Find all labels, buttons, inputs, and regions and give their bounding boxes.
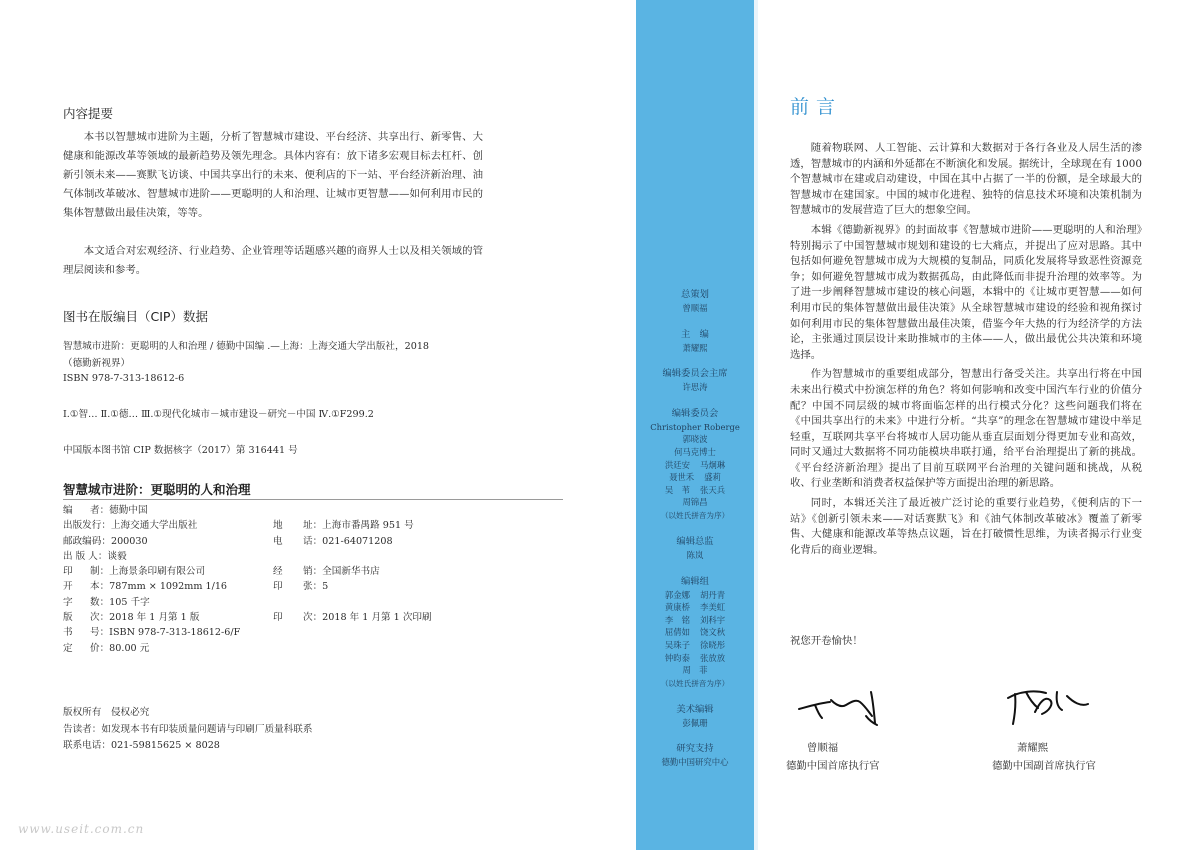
- publication-detail-row: [63, 610, 583, 625]
- cip-line: 智慧城市进阶：更聪明的人和治理 / 德勤中国编 .—上海：上海交通大学出版社，2018: [63, 341, 430, 352]
- publication-detail-text: 制：上海景条印刷有限公司: [90, 566, 206, 578]
- rights-notice: 版权所有 侵权必究: [63, 707, 150, 718]
- credit-pair: [636, 601, 754, 614]
- publication-details: [63, 503, 583, 656]
- book-title: 智慧城市进阶：更聪明的人和治理: [63, 482, 251, 497]
- publication-detail-text: 次：2018 年 1 月第 1 次印刷: [303, 612, 432, 624]
- credit-name: 盛莉: [704, 472, 721, 483]
- credit-name: 陈岚: [686, 549, 704, 560]
- signature-stroke: [799, 692, 877, 725]
- publication-detail-text: 编: [63, 505, 73, 516]
- credits-strip: [636, 0, 754, 850]
- credit-name: 胡丹青: [700, 589, 726, 600]
- order-note: （以姓氏拼音为序）: [660, 510, 730, 520]
- credit-name: 彭佩珊: [682, 717, 708, 728]
- signature-image: [796, 684, 886, 728]
- credit-name: Christopher Roberge: [650, 421, 740, 432]
- publication-detail-text: 张：5: [303, 581, 329, 593]
- summary-heading: 内容提要: [63, 106, 114, 121]
- contact-phone: 联系电话：021-59815625 × 8028: [63, 740, 220, 751]
- credit-name: 周 菲: [682, 665, 708, 676]
- publication-detail-text: 书: [63, 627, 73, 639]
- publication-detail-text: 者：德勤中国: [90, 505, 148, 516]
- credit-name: 钟昀泰: [664, 652, 690, 663]
- signatory-title: 德勤中国首席执行官: [786, 760, 880, 772]
- watermark: www.useit.com.cn: [18, 822, 145, 836]
- publication-detail-text: 出版发行：上海交通大学出版社: [63, 520, 198, 532]
- cip-classification: Ⅰ.①智… Ⅱ.①德… Ⅲ.①现代化城市－城市建设－研究－中国 Ⅳ.①F299.2: [63, 409, 374, 420]
- publication-detail-row: [63, 518, 583, 533]
- preface-body: [790, 141, 1142, 558]
- role-label: 美术编辑: [676, 703, 714, 715]
- credit-name: 屈倩如: [664, 627, 690, 638]
- publication-detail-text: 开: [63, 581, 73, 593]
- credit-name: 张放放: [700, 652, 726, 663]
- credit-name: 李美虹: [700, 602, 726, 613]
- strip-edge: [754, 0, 758, 850]
- closing-line: 祝您开卷愉快！: [790, 635, 863, 647]
- publication-detail-text: 印: [273, 612, 283, 624]
- publication-detail-text: 版: [63, 612, 73, 624]
- credit-name: 马炯琳: [700, 459, 726, 470]
- credit-pair: [636, 471, 754, 484]
- publication-detail-text: 价：80.00 元: [90, 642, 150, 654]
- publication-detail-text: 邮政编码：200030: [63, 535, 148, 547]
- summary-paragraph: 本文适合对宏观经济、行业趋势、企业管理等话题感兴趣的商界人士以及相关领域的管理层阅读和参考。: [63, 245, 483, 276]
- credit-pair: [636, 614, 754, 627]
- credit-pair: [636, 639, 754, 652]
- credit-name: 周锦昌: [682, 497, 708, 508]
- publication-detail-row: [63, 534, 583, 549]
- credit-name: 许思涛: [682, 382, 708, 393]
- cip-isbn: ISBN 978-7-313-18612-6: [63, 373, 185, 384]
- publication-detail-row: [63, 595, 583, 610]
- publication-detail-text: 销：全国新华书店: [303, 566, 380, 578]
- preface-paragraph: 同时，本辑还关注了最近被广泛讨论的重要行业趋势，《便利店的下一站》《创新引领未来——对话赛默飞》和《油气体制改革破冰》覆盖了新零售、大健康和能源改革等热点议题，旨在打破惯性思维，为读者揭示行业变化背后的商业逻辑。: [790, 497, 1142, 556]
- divider: [63, 499, 563, 500]
- credit-name: 聂世禾: [669, 472, 695, 483]
- publication-detail-text: 电: [273, 535, 283, 547]
- credit-pair: [636, 459, 754, 472]
- publication-detail-text: 经: [273, 566, 283, 578]
- credit-pair: [636, 626, 754, 639]
- publication-detail-row: [63, 503, 583, 518]
- publication-detail-text: 印: [273, 581, 283, 593]
- credits-list: [636, 288, 754, 769]
- credit-name: 郭晓波: [682, 434, 708, 445]
- publication-detail-text: 出 版 人：谈毅: [63, 550, 127, 562]
- publication-detail-text: 次：2018 年 1 月第 1 版: [90, 612, 200, 624]
- preface-paragraph: 作为智慧城市的重要组成部分，智慧出行备受关注。共享出行将在中国未来出行模式中扮演怎样的角色？将如何影响和改变中国汽车行业的价值分配？中国不同层级的城市将面临怎样的出行模式分化？这些问题我们将在《中国共享出行的未来》中进行分析。“共享”的理念在智慧城市建设中举足轻重，互联网共享平台将城市人居功能从垂直层面划分得更加专业和高效，同时又通过大数据将不同功能模块串联打通，给平台治理提出了新的挑战。《平台经济新治理》提出了目前互联网平台治理的关键问题和挑战，从税收、行业垄断和消费者权益保护等方面提出治理的新思路。: [790, 368, 1142, 490]
- credit-name: 何马克博士: [674, 446, 716, 457]
- signatory-name: 曾顺福: [807, 742, 839, 754]
- publication-detail-text: 印: [63, 566, 73, 578]
- cip-line: （德勤新视界）: [63, 358, 131, 369]
- role-label: 编辑组: [681, 575, 709, 587]
- signature-stroke: [1008, 691, 1088, 724]
- publication-detail-text: 数：105 千字: [90, 596, 150, 608]
- publication-detail-text: 本：787mm × 1092mm 1/16: [90, 581, 228, 593]
- signatory-title: 德勤中国副首席执行官: [992, 760, 1096, 772]
- order-note: （以姓氏拼音为序）: [660, 678, 730, 688]
- role-label: 编辑委员会: [671, 407, 719, 419]
- publication-detail-row: [63, 564, 583, 579]
- publication-detail-text: 地: [273, 520, 283, 532]
- publication-detail-row: [63, 579, 583, 594]
- publication-detail-text: 话：021-64071208: [303, 535, 393, 547]
- cip-record-number: 中国版本图书馆 CIP 数据核字（2017）第 316441 号: [63, 445, 298, 456]
- role-label: 编辑委员会主席: [662, 368, 728, 380]
- preface-paragraph: 本辑《德勤新视界》的封面故事《智慧城市进阶——更聪明的人和治理》特别揭示了中国智慧城市规划和建设的七大痛点，并提出了应对思路。其中包括如何避免智慧城市成为大规模的复制品，同质化发展将导致恶性资源竞争；如何避免智慧城市成为数据孤岛，由此降低而非提升治理的效率等。为了进一步阐释智慧城市建设的核心问题，本辑中的《让城市更智慧——如何利用市民的集体智慧做出最佳决策》从全球智慧城市建设的经验和视角探讨如何利用市民的集体智慧做出最佳决策，借鉴今年大热的行为经济学的方法论，主张通过顶层设计来助推城市的主体——人，做出最优公共决策和环境选择。: [790, 223, 1142, 361]
- credit-name: 曾顺福: [682, 303, 708, 313]
- publication-detail-row: [63, 549, 583, 564]
- role-label: 编辑总监: [676, 535, 714, 547]
- summary-body: [63, 128, 483, 280]
- credit-name: 洪廷安: [664, 459, 690, 470]
- publication-detail-row: [63, 625, 583, 640]
- credit-pair: [636, 652, 754, 665]
- credit-pair: [636, 589, 754, 602]
- summary-paragraph: 本书以智慧城市进阶为主题，分析了智慧城市建设、平台经济、共享出行、新零售、大健康和能源改革等领域的最新趋势及领先理念。具体内容有：放下诸多宏观目标去杠杆、创新引领未来——赛默飞访谈、中国共享出行的未来、便利店的下一站、平台经济新治理、油气体制改革破冰、智慧城市进阶——更聪明的人和治理、让城市更智慧——如何利用市民的集体智慧做出最佳决策，等等。: [63, 131, 483, 219]
- role-label: 主 编: [681, 328, 709, 340]
- publication-detail-text: 字: [63, 596, 73, 608]
- signature-image: [1002, 684, 1092, 728]
- credit-name: 郭金娜: [664, 589, 690, 600]
- signatory-name: 萧耀熙: [1017, 742, 1049, 754]
- credit-name: 黄康桥: [664, 602, 690, 613]
- publication-detail-text: 号：ISBN 978-7-313-18612-6/F: [90, 627, 241, 639]
- credit-name: 张天兵: [700, 484, 726, 495]
- preface-heading: 前言: [790, 96, 843, 118]
- credit-name: 吴珠子: [664, 639, 690, 650]
- cip-heading: 图书在版编目（CIP）数据: [63, 309, 208, 324]
- preface-paragraph: 随着物联网、人工智能、云计算和大数据对于各行各业及人居生活的渗透，智慧城市的内涵和外延都在不断演化和发展。据统计，全球现在有 1000 个智慧城市在建或启动建设，中国在其中占据了一半的份额，是全球最大的智慧城市在建国家。中国的城市化进程、独特的信息技术环境和决策机制为智慧城市的发展营造了巨大的想象空间。: [790, 142, 1142, 217]
- publication-detail-row: [63, 641, 583, 656]
- credit-name: 吴 苇: [664, 484, 690, 495]
- reader-notice: 告读者：如发现本书有印装质量问题请与印刷厂质量科联系: [63, 724, 313, 735]
- credit-name: 徐晓彤: [700, 639, 726, 650]
- credit-name: 李 铭: [664, 614, 690, 625]
- role-label: 研究支持: [676, 743, 714, 755]
- credit-pair: [636, 484, 754, 497]
- credit-name: 饶文秋: [700, 627, 726, 638]
- publication-detail-text: 址：上海市番禺路 951 号: [303, 520, 414, 532]
- role-label: 总策划: [681, 289, 709, 300]
- credit-name: 德勤中国研究中心: [661, 757, 729, 768]
- publication-detail-text: 定: [63, 642, 73, 654]
- credit-name: 刘科宇: [700, 614, 726, 625]
- credit-name: 萧耀熙: [682, 342, 708, 353]
